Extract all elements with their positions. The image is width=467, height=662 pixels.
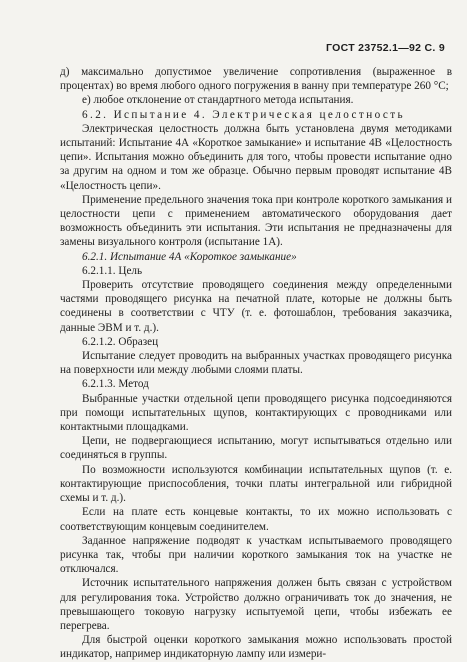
paragraph: Для быстрой оценки короткого замыкания можно использовать простой индикатор, например индикаторную лампу или измери- [60, 634, 452, 661]
paragraph: Электрическая целостность должна быть установлена двумя методиками испытаний: Испытание 4А «Короткое замыкание» и испытание 4В «Целостность цепи». Испытания можно объединить для того, чтобы провести испытание одно за другим на одном и том же образце. Обычно первым проводят испытание 4В «Целостность цепи». [60, 122, 452, 192]
paragraph: Испытание следует проводить на выбранных участках проводящего рисунка на поверхности или между любыми слоями платы. [60, 350, 452, 377]
paragraph-d: д) максимально допустимое увеличение сопротивления (выраженное в процентах) во время любого одного погружения в ванну при температуре 260 °С; [60, 66, 452, 93]
body-text [60, 65, 452, 662]
paragraph: Цепи, не подвергающиеся испытанию, могут испытываться отдельно или соединяться в группы. [60, 435, 452, 462]
paragraph: Применение предельного значения тока при контроле короткого замыкания и целостности цепи с применением автоматического оборудования дает возможность объединить эти испытания. Эти испытания не предназначены для замены визуального контроля (испытание 1А). [60, 193, 452, 249]
paragraph: Выбранные участки отдельной цепи проводящего рисунка подсоединяются при помощи испытательных щупов, контактирующих с проводниками или контактными площадками. [60, 392, 452, 434]
paragraph-e: е) любое отклонение от стандартного метода испытания. [82, 94, 354, 107]
section-heading-6-2-1: 6.2.1. Испытание 4А «Короткое замыкание» [82, 250, 297, 263]
paragraph: Проверить отсутствие проводящего соединения между определенными частями проводящего рисунка на печатной плате, которые не должны быть соединены в соответствии с ЧТУ (т. е. фотошаблон, требования заказчика, данные ЭВМ и т. д.). [60, 279, 452, 334]
subsection-heading: 6.2.1.2. Образец [82, 335, 159, 348]
paragraph: Источник испытательного напряжения должен быть связан с устройством для регулирования тока. Устройство должно ограничивать ток до значения, не превышающего токовую нагрузку испытуемой цепи, чтобы избежать ее перегрева. [60, 577, 452, 632]
subsection-heading: 6.2.1.1. Цель [82, 264, 143, 277]
subsection-heading: 6.2.1.3. Метод [82, 378, 149, 391]
section-heading-6-2: 6.2. Испытание 4. Электрическая целостность [82, 108, 406, 121]
paragraph: Заданное напряжение подводят к участкам испытываемого проводящего рисунка так, чтобы при наличии короткого замыкания ток на участке не отключался. [60, 534, 452, 576]
paragraph: По возможности используются комбинации испытательных щупов (т. е. контактирующие приспособления, точки платы интегральной или гибридной схемы и т. д.). [60, 463, 452, 505]
page-header: ГОСТ 23752.1—92 С. 9 [326, 42, 445, 54]
paragraph: Если на плате есть концевые контакты, то их можно использовать с соответствующим концевым соединителем. [60, 506, 452, 533]
